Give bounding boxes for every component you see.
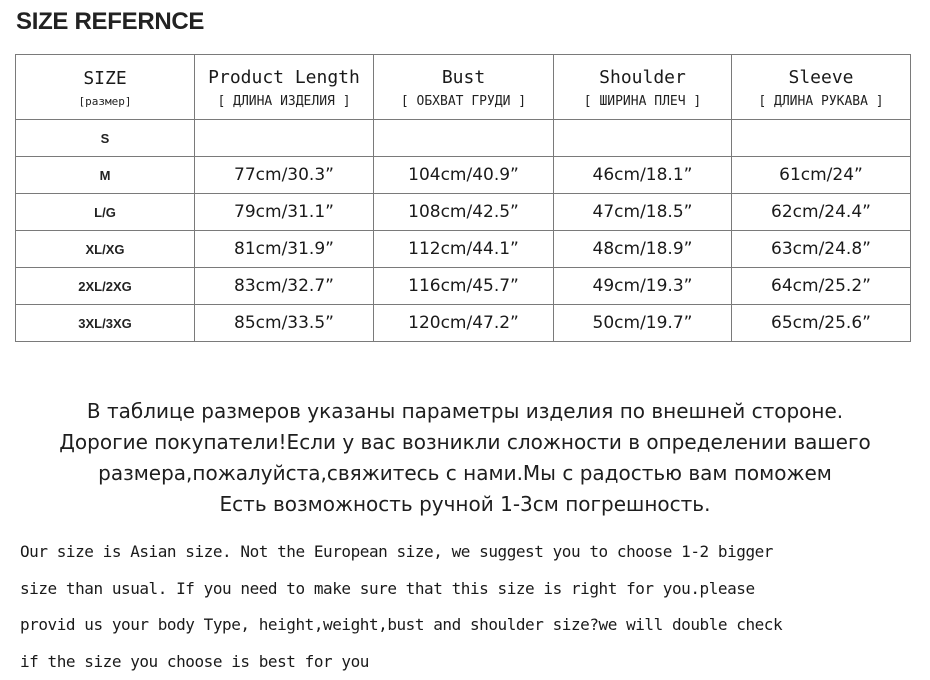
bust-cell bbox=[374, 120, 554, 157]
header-bust bbox=[374, 55, 554, 120]
sleeve-cell: 61cm/24” bbox=[732, 157, 911, 194]
shoulder-cell: 50cm/19.7” bbox=[554, 305, 732, 342]
size-cell: XL/XG bbox=[16, 231, 195, 268]
header-sublabel: [ ДЛИНА ИЗДЕЛИЯ ] bbox=[195, 94, 373, 109]
length-cell: 77cm/30.3” bbox=[195, 157, 374, 194]
bust-cell: 112cm/44.1” bbox=[374, 231, 554, 268]
notice-line: размера,пожалуйста,свяжитесь с нами.Мы с радостью вам поможем bbox=[0, 458, 930, 489]
shoulder-cell: 47cm/18.5” bbox=[554, 194, 732, 231]
english-notice bbox=[20, 534, 920, 680]
shoulder-cell: 49cm/19.3” bbox=[554, 268, 732, 305]
size-cell: L/G bbox=[16, 194, 195, 231]
length-cell: 79cm/31.1” bbox=[195, 194, 374, 231]
header-label: Product Length bbox=[195, 67, 373, 88]
header-product-length bbox=[195, 55, 374, 120]
shoulder-cell: 46cm/18.1” bbox=[554, 157, 732, 194]
notice-line: Дорогие покупатели!Если у вас возникли сложности в определении вашего bbox=[0, 427, 930, 458]
shoulder-cell bbox=[554, 120, 732, 157]
bust-cell: 116cm/45.7” bbox=[374, 268, 554, 305]
header-label: SIZE bbox=[16, 68, 194, 89]
table-row bbox=[16, 194, 911, 231]
page-title: SIZE REFERNCE bbox=[16, 8, 204, 36]
length-cell: 83cm/32.7” bbox=[195, 268, 374, 305]
header-sublabel: [ ДЛИНА РУКАВА ] bbox=[732, 94, 910, 109]
bust-cell: 104cm/40.9” bbox=[374, 157, 554, 194]
length-cell: 85cm/33.5” bbox=[195, 305, 374, 342]
notice-line: provid us your body Type, height,weight,bust and shoulder size?we will double check bbox=[20, 607, 920, 644]
table-row bbox=[16, 305, 911, 342]
notice-line: В таблице размеров указаны параметры изделия по внешней стороне. bbox=[0, 396, 930, 427]
size-cell: 3XL/3XG bbox=[16, 305, 195, 342]
size-cell: 2XL/2XG bbox=[16, 268, 195, 305]
size-cell: S bbox=[16, 120, 195, 157]
table-row bbox=[16, 157, 911, 194]
header-label: Shoulder bbox=[554, 67, 731, 88]
notice-line: size than usual. If you need to make sure that this size is right for you.please bbox=[20, 571, 920, 608]
length-cell bbox=[195, 120, 374, 157]
header-label: Sleeve bbox=[732, 67, 910, 88]
size-table bbox=[15, 54, 911, 342]
header-sublabel: [ ОБХВАТ ГРУДИ ] bbox=[374, 94, 553, 109]
sleeve-cell bbox=[732, 120, 911, 157]
sleeve-cell: 62cm/24.4” bbox=[732, 194, 911, 231]
table-header-row bbox=[16, 55, 911, 120]
table-row bbox=[16, 268, 911, 305]
notice-line: Our size is Asian size. Not the European size, we suggest you to choose 1-2 bigger bbox=[20, 534, 920, 571]
header-label: Bust bbox=[374, 67, 553, 88]
header-sleeve bbox=[732, 55, 911, 120]
notice-line: Есть возможность ручной 1-3см погрешность. bbox=[0, 489, 930, 520]
sleeve-cell: 64cm/25.2” bbox=[732, 268, 911, 305]
header-shoulder bbox=[554, 55, 732, 120]
bust-cell: 120cm/47.2” bbox=[374, 305, 554, 342]
table-row bbox=[16, 120, 911, 157]
header-size bbox=[16, 55, 195, 120]
notice-line: if the size you choose is best for you bbox=[20, 644, 920, 680]
shoulder-cell: 48cm/18.9” bbox=[554, 231, 732, 268]
sleeve-cell: 65cm/25.6” bbox=[732, 305, 911, 342]
length-cell: 81cm/31.9” bbox=[195, 231, 374, 268]
size-cell: M bbox=[16, 157, 195, 194]
bust-cell: 108cm/42.5” bbox=[374, 194, 554, 231]
sleeve-cell: 63cm/24.8” bbox=[732, 231, 911, 268]
header-sublabel: [размер] bbox=[16, 95, 194, 108]
table-row bbox=[16, 231, 911, 268]
russian-notice bbox=[0, 396, 930, 520]
header-sublabel: [ ШИРИНА ПЛЕЧ ] bbox=[554, 94, 731, 109]
